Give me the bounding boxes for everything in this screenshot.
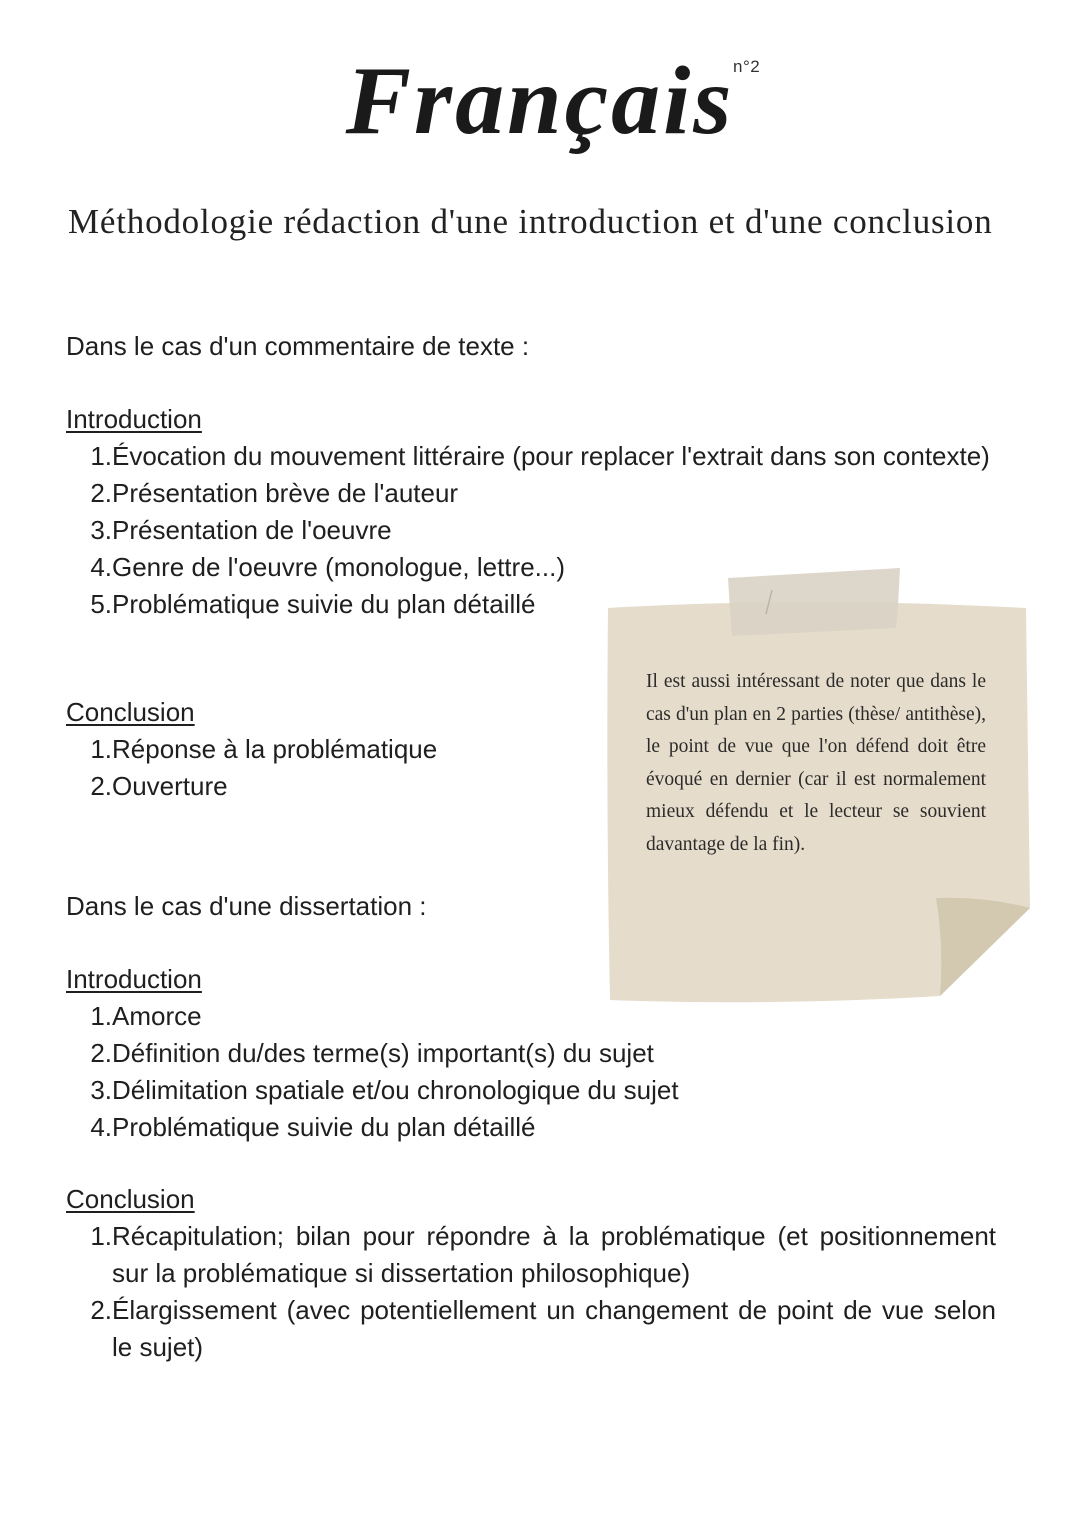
dissertation-intro-line: Dans le cas d'une dissertation :	[66, 891, 427, 921]
list-item	[66, 1218, 996, 1292]
tape-shape	[728, 568, 900, 636]
list-item	[66, 1292, 996, 1366]
sticky-note-text: Il est aussi intéressant de noter que dans le cas d'un plan en 2 parties (thèse/ antithèse), le point de vue que l'on défend doit être évoqué en dernier (car il est normalement mieux défendu et le lecteur se souvient davantage de la fin).	[646, 671, 986, 855]
commentaire-intro-line: Dans le cas d'un commentaire de texte :	[66, 331, 530, 361]
list-item-text: Réponse à la problématique	[112, 734, 438, 764]
sticky-note	[604, 566, 1034, 1006]
commentaire-conclusion-block	[66, 694, 586, 805]
list-item-text: Délimitation spatiale et/ou chronologique du sujet	[112, 1075, 679, 1105]
list-item-text: Évocation du mouvement littéraire (pour replacer l'extrait dans son contexte)	[112, 441, 990, 471]
dissertation-introduction-block	[66, 961, 996, 1146]
list-item-text: Récapitulation; bilan pour répondre à la problématique (et positionnement sur la problématique si dissertation philosophique)	[112, 1221, 996, 1288]
list-item	[66, 998, 996, 1035]
dissertation-conclusion-list	[66, 1218, 996, 1366]
list-item	[66, 768, 586, 805]
list-item-text: Amorce	[112, 1001, 202, 1031]
commentaire-introduction-heading: Introduction	[66, 404, 202, 434]
list-item-number: 2.	[90, 771, 112, 801]
list-item-number: 3.	[90, 1075, 112, 1105]
dissertation-conclusion-block	[66, 1181, 996, 1366]
commentaire-section	[66, 328, 996, 365]
list-item-text: Élargissement (avec potentiellement un changement de point de vue selon le sujet)	[112, 1295, 996, 1362]
list-item	[66, 1072, 996, 1109]
list-item	[66, 475, 996, 512]
list-item-text: Définition du/des terme(s) important(s) du sujet	[112, 1038, 654, 1068]
dissertation-section	[66, 888, 996, 925]
list-item-number: 5.	[90, 589, 112, 619]
list-item-number: 2.	[90, 478, 112, 508]
list-item-number: 4.	[90, 1112, 112, 1142]
list-item-number: 1.	[90, 1221, 112, 1251]
page-subtitle: Méthodologie rédaction d'une introduction et d'une conclusion	[68, 202, 993, 241]
list-item-text: Problématique suivie du plan détaillé	[112, 589, 536, 619]
dissertation-conclusion-heading: Conclusion	[66, 1184, 195, 1214]
list-item-text: Problématique suivie du plan détaillé	[112, 1112, 536, 1142]
list-item-text: Présentation brève de l'auteur	[112, 478, 459, 508]
dissertation-introduction-list	[66, 998, 996, 1146]
commentaire-conclusion-list	[66, 731, 586, 805]
commentaire-conclusion-heading: Conclusion	[66, 697, 195, 727]
list-item	[66, 512, 996, 549]
dissertation-introduction-heading: Introduction	[66, 964, 202, 994]
list-item-number: 4.	[90, 552, 112, 582]
list-item-number: 2.	[90, 1295, 112, 1325]
page-title: Français	[345, 47, 735, 155]
list-item-text: Présentation de l'oeuvre	[112, 515, 392, 545]
issue-number-badge: n°2	[733, 57, 761, 76]
list-item	[66, 731, 586, 768]
list-item-text: Ouverture	[112, 771, 228, 801]
list-item	[66, 1109, 996, 1146]
list-item	[66, 1035, 996, 1072]
list-item-number: 1.	[90, 1001, 112, 1031]
list-item-number: 2.	[90, 1038, 112, 1068]
list-item	[66, 438, 996, 475]
list-item-number: 1.	[90, 441, 112, 471]
list-item-text: Genre de l'oeuvre (monologue, lettre...)	[112, 552, 565, 582]
list-item-number: 1.	[90, 734, 112, 764]
list-item-number: 3.	[90, 515, 112, 545]
